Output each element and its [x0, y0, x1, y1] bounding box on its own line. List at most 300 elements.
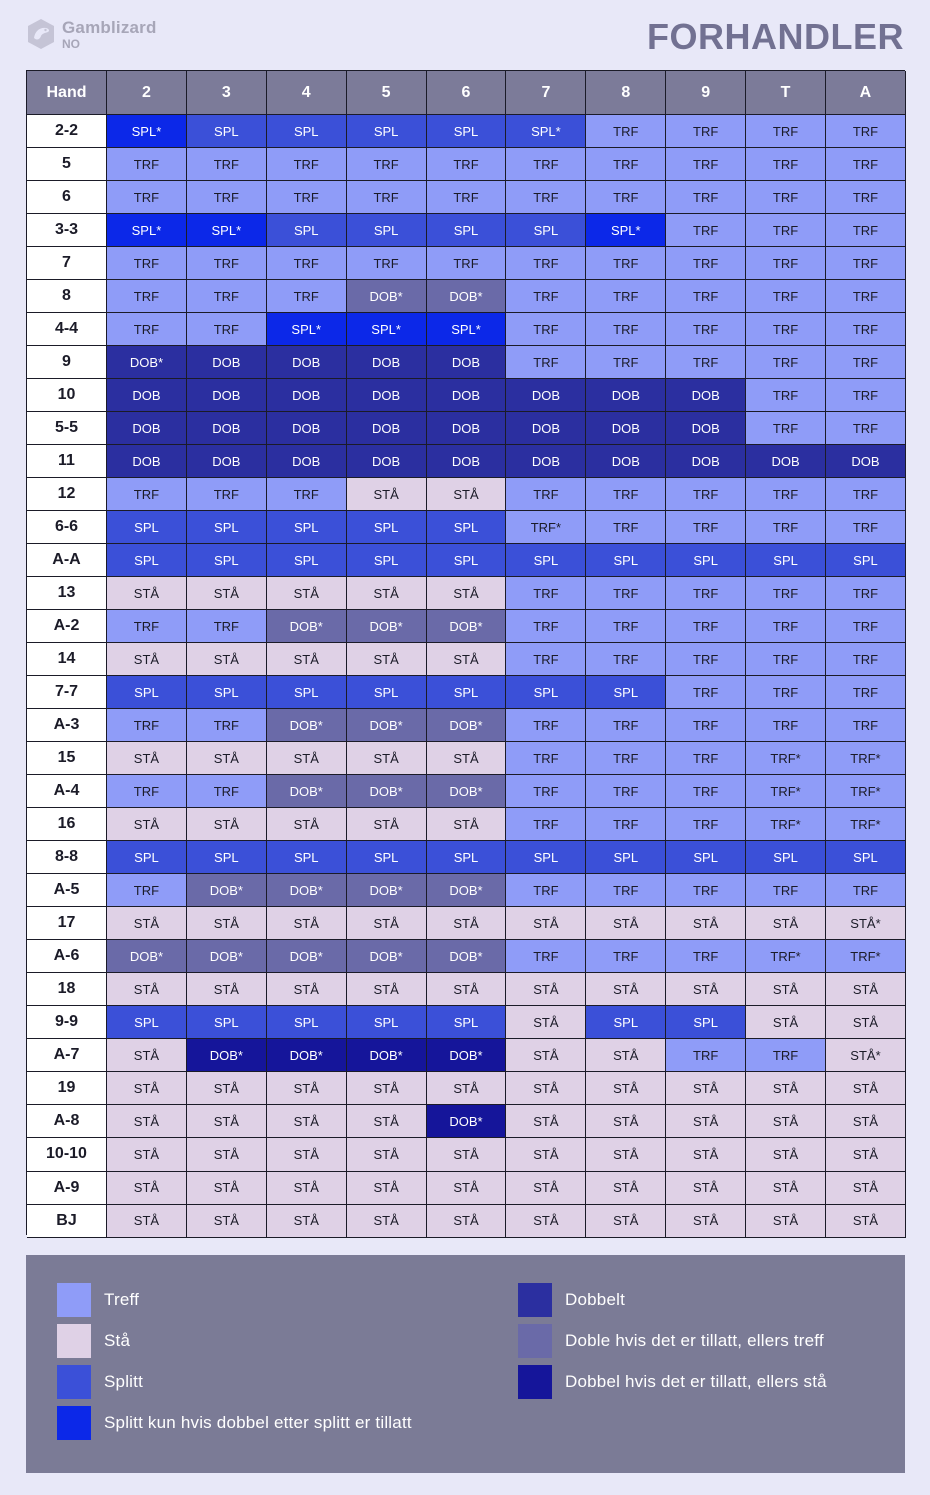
action-cell: SPL — [586, 676, 666, 709]
action-cell: TRF* — [826, 775, 906, 808]
legend-swatch — [518, 1324, 552, 1358]
action-cell: TRF — [666, 214, 746, 247]
action-cell: TRF — [267, 478, 347, 511]
action-cell: TRF — [586, 808, 666, 841]
action-cell: SPL — [666, 841, 746, 874]
action-cell: SPL — [347, 214, 427, 247]
hand-label: 8-8 — [27, 841, 107, 874]
action-cell: STÅ — [506, 1138, 586, 1171]
action-cell: DOB* — [427, 610, 507, 643]
hand-label: A-9 — [27, 1172, 107, 1205]
hand-label: 12 — [27, 478, 107, 511]
hand-label: A-2 — [27, 610, 107, 643]
action-cell: TRF — [746, 247, 826, 280]
action-cell: TRF — [506, 610, 586, 643]
hand-label: 10-10 — [27, 1138, 107, 1171]
action-cell: TRF — [506, 181, 586, 214]
legend-item — [57, 1283, 139, 1317]
action-cell: TRF — [506, 148, 586, 181]
action-cell: TRF — [826, 181, 906, 214]
action-cell: SPL — [826, 841, 906, 874]
action-cell: STÅ — [666, 1138, 746, 1171]
action-cell: DOB* — [347, 709, 427, 742]
action-cell: DOB* — [107, 346, 187, 379]
action-cell: DOB — [746, 445, 826, 478]
action-cell: TRF — [506, 808, 586, 841]
action-cell: SPL — [267, 115, 347, 148]
action-cell: DOB* — [187, 940, 267, 973]
action-cell: DOB — [267, 346, 347, 379]
action-cell: TRF — [826, 148, 906, 181]
action-cell: TRF — [586, 280, 666, 313]
hand-label: 13 — [27, 577, 107, 610]
action-cell: DOB — [107, 379, 187, 412]
action-cell: TRF — [666, 610, 746, 643]
action-cell: TRF — [586, 115, 666, 148]
action-cell: DOB* — [427, 1039, 507, 1072]
action-cell: TRF — [107, 247, 187, 280]
action-cell: STÅ — [826, 1172, 906, 1205]
action-cell: STÅ — [187, 973, 267, 1006]
action-cell: TRF — [267, 148, 347, 181]
action-cell: STÅ — [187, 1105, 267, 1138]
hand-label: 3-3 — [27, 214, 107, 247]
action-cell: STÅ — [427, 1072, 507, 1105]
action-cell: TRF — [586, 577, 666, 610]
action-cell: STÅ — [427, 973, 507, 1006]
action-cell: STÅ — [427, 907, 507, 940]
action-cell: STÅ — [187, 1138, 267, 1171]
action-cell: SPL — [506, 676, 586, 709]
action-cell: TRF — [666, 742, 746, 775]
action-cell: TRF — [107, 280, 187, 313]
header-dealer-7: 7 — [506, 71, 586, 115]
action-cell: TRF — [187, 313, 267, 346]
action-cell: TRF — [586, 874, 666, 907]
action-cell: TRF — [586, 511, 666, 544]
action-cell: STÅ — [826, 1138, 906, 1171]
action-cell: DOB — [666, 379, 746, 412]
action-cell: TRF* — [746, 808, 826, 841]
action-cell: SPL — [746, 544, 826, 577]
action-cell: DOB — [427, 445, 507, 478]
action-cell: DOB* — [187, 1039, 267, 1072]
action-cell: STÅ — [107, 1105, 187, 1138]
action-cell: SPL — [107, 676, 187, 709]
action-cell: TRF — [586, 742, 666, 775]
action-cell: TRF — [107, 610, 187, 643]
action-cell: DOB* — [267, 610, 347, 643]
action-cell: DOB — [666, 445, 746, 478]
action-cell: SPL — [506, 841, 586, 874]
action-cell: STÅ — [187, 1072, 267, 1105]
action-cell: TRF — [746, 214, 826, 247]
action-cell: SPL* — [347, 313, 427, 346]
action-cell: STÅ — [746, 1105, 826, 1138]
action-cell: SPL* — [267, 313, 347, 346]
action-cell: DOB* — [427, 874, 507, 907]
header-hand: Hand — [27, 71, 107, 115]
action-cell: SPL — [586, 544, 666, 577]
action-cell: SPL — [347, 676, 427, 709]
action-cell: DOB — [187, 445, 267, 478]
action-cell: TRF — [826, 379, 906, 412]
action-cell: TRF — [746, 346, 826, 379]
action-cell: TRF — [187, 148, 267, 181]
action-cell: STÅ — [586, 1205, 666, 1238]
action-cell: STÅ — [347, 742, 427, 775]
action-cell: STÅ — [347, 1105, 427, 1138]
action-cell: TRF* — [746, 940, 826, 973]
action-cell: STÅ — [107, 1039, 187, 1072]
hand-label: 10 — [27, 379, 107, 412]
action-cell: DOB* — [347, 775, 427, 808]
action-cell: STÅ — [107, 973, 187, 1006]
header-dealer-3: 3 — [187, 71, 267, 115]
header-dealer-a: A — [826, 71, 906, 115]
action-cell: DOB — [347, 379, 427, 412]
legend-swatch — [57, 1365, 91, 1399]
action-cell: TRF — [427, 247, 507, 280]
action-cell: TRF — [746, 412, 826, 445]
action-cell: TRF — [107, 313, 187, 346]
action-cell: DOB — [506, 412, 586, 445]
action-cell: SPL — [666, 1006, 746, 1039]
action-cell: TRF — [586, 346, 666, 379]
action-cell: SPL — [107, 544, 187, 577]
action-cell: DOB — [586, 412, 666, 445]
hand-label: 18 — [27, 973, 107, 1006]
action-cell: SPL — [586, 841, 666, 874]
action-cell: DOB* — [347, 940, 427, 973]
action-cell: STÅ — [347, 643, 427, 676]
header-dealer-t: T — [746, 71, 826, 115]
hand-label: 5-5 — [27, 412, 107, 445]
action-cell: TRF — [826, 214, 906, 247]
action-cell: TRF — [506, 577, 586, 610]
action-cell: DOB* — [107, 940, 187, 973]
action-cell: TRF — [586, 610, 666, 643]
action-cell: STÅ — [506, 907, 586, 940]
legend-swatch — [518, 1365, 552, 1399]
action-cell: SPL — [267, 511, 347, 544]
header — [0, 0, 930, 70]
action-cell: TRF — [267, 247, 347, 280]
action-cell: STÅ — [267, 1172, 347, 1205]
legend-label: Treff — [104, 1290, 140, 1309]
action-cell: SPL — [427, 676, 507, 709]
action-cell: STÅ — [187, 643, 267, 676]
action-cell: DOB — [586, 379, 666, 412]
action-cell: STÅ — [107, 1172, 187, 1205]
action-cell: STÅ — [427, 478, 507, 511]
action-cell: TRF — [826, 478, 906, 511]
action-cell: STÅ — [666, 973, 746, 1006]
action-cell: STÅ — [267, 643, 347, 676]
hand-label: 14 — [27, 643, 107, 676]
action-cell: TRF — [347, 181, 427, 214]
action-cell: STÅ — [586, 1105, 666, 1138]
hand-label: 6 — [27, 181, 107, 214]
legend-label: Splitt — [104, 1372, 143, 1391]
action-cell: TRF — [666, 181, 746, 214]
action-cell: STÅ — [347, 1172, 427, 1205]
action-cell: SPL — [267, 1006, 347, 1039]
action-cell: SPL* — [187, 214, 267, 247]
action-cell: TRF — [586, 643, 666, 676]
action-cell: DOB — [187, 346, 267, 379]
action-cell: SPL — [347, 544, 427, 577]
action-cell: TRF — [746, 115, 826, 148]
action-cell: TRF — [586, 709, 666, 742]
action-cell: TRF — [746, 478, 826, 511]
hand-label: 15 — [27, 742, 107, 775]
action-cell: TRF — [666, 874, 746, 907]
action-cell: STÅ — [746, 1006, 826, 1039]
action-cell: STÅ — [267, 1072, 347, 1105]
action-cell: TRF — [666, 313, 746, 346]
hand-label: 7 — [27, 247, 107, 280]
action-cell: TRF — [746, 643, 826, 676]
action-cell: STÅ — [746, 1072, 826, 1105]
action-cell: DOB — [347, 412, 427, 445]
legend-swatch — [518, 1283, 552, 1317]
action-cell: TRF* — [826, 742, 906, 775]
action-cell: STÅ — [427, 808, 507, 841]
action-cell: TRF — [427, 181, 507, 214]
action-cell: TRF — [187, 247, 267, 280]
action-cell: STÅ — [506, 1172, 586, 1205]
action-cell: TRF — [267, 280, 347, 313]
hand-label: BJ — [27, 1205, 107, 1238]
action-cell: SPL — [187, 676, 267, 709]
action-cell: TRF — [586, 148, 666, 181]
action-cell: STÅ — [187, 1205, 267, 1238]
legend-swatch — [57, 1406, 91, 1440]
action-cell: TRF — [826, 610, 906, 643]
legend-item — [518, 1283, 625, 1317]
action-cell: DOB — [427, 346, 507, 379]
action-cell: STÅ — [107, 907, 187, 940]
action-cell: DOB — [347, 445, 427, 478]
action-cell: DOB* — [427, 940, 507, 973]
action-cell: DOB — [107, 445, 187, 478]
action-cell: DOB* — [427, 775, 507, 808]
action-cell: DOB — [826, 445, 906, 478]
hand-label: A-7 — [27, 1039, 107, 1072]
action-cell: STÅ — [746, 973, 826, 1006]
action-cell: TRF — [746, 874, 826, 907]
action-cell: STÅ — [107, 808, 187, 841]
action-cell: SPL — [107, 1006, 187, 1039]
action-cell: SPL — [267, 544, 347, 577]
action-cell: SPL — [267, 214, 347, 247]
action-cell: TRF — [826, 676, 906, 709]
action-cell: STÅ — [586, 1138, 666, 1171]
action-cell: DOB — [427, 412, 507, 445]
legend-swatch — [57, 1283, 91, 1317]
action-cell: STÅ — [267, 577, 347, 610]
action-cell: TRF — [586, 247, 666, 280]
action-cell: STÅ — [506, 1105, 586, 1138]
action-cell: TRF — [826, 511, 906, 544]
action-cell: DOB* — [347, 874, 427, 907]
action-cell: TRF — [506, 643, 586, 676]
action-cell: STÅ — [107, 643, 187, 676]
action-cell: TRF — [506, 346, 586, 379]
hand-label: A-A — [27, 544, 107, 577]
action-cell: STÅ — [107, 742, 187, 775]
action-cell: DOB* — [267, 940, 347, 973]
action-cell: TRF — [187, 610, 267, 643]
action-cell: TRF — [746, 148, 826, 181]
action-cell: TRF — [586, 313, 666, 346]
action-cell: TRF — [666, 247, 746, 280]
action-cell: SPL — [826, 544, 906, 577]
action-cell: STÅ* — [826, 907, 906, 940]
legend-label: Splitt kun hvis dobbel etter splitt er tillatt — [104, 1413, 412, 1432]
legend-item — [57, 1365, 143, 1399]
action-cell: DOB* — [427, 709, 507, 742]
hand-label: 5 — [27, 148, 107, 181]
action-cell: DOB* — [347, 1039, 427, 1072]
lizard-icon — [26, 18, 56, 50]
legend-item — [57, 1324, 130, 1358]
header-dealer-9: 9 — [666, 71, 746, 115]
action-cell: TRF — [267, 181, 347, 214]
action-cell: TRF — [666, 346, 746, 379]
hand-label: A-8 — [27, 1105, 107, 1138]
action-cell: TRF — [107, 775, 187, 808]
brand-name: Gamblizard — [62, 17, 157, 37]
action-cell: TRF* — [746, 742, 826, 775]
legend-item — [518, 1365, 827, 1399]
action-cell: TRF — [666, 478, 746, 511]
hand-label: 2-2 — [27, 115, 107, 148]
action-cell: STÅ — [826, 1072, 906, 1105]
legend-label: Dobbel hvis det er tillatt, ellers stå — [565, 1372, 827, 1391]
action-cell: SPL — [187, 115, 267, 148]
action-cell: STÅ — [187, 808, 267, 841]
action-cell: DOB — [267, 412, 347, 445]
action-cell: STÅ — [107, 1138, 187, 1171]
action-cell: STÅ — [586, 1039, 666, 1072]
action-cell: SPL — [347, 511, 427, 544]
header-dealer-4: 4 — [267, 71, 347, 115]
action-cell: SPL — [427, 511, 507, 544]
action-cell: TRF — [187, 478, 267, 511]
action-cell: STÅ — [427, 1138, 507, 1171]
action-cell: TRF — [746, 577, 826, 610]
action-cell: TRF — [666, 577, 746, 610]
hand-label: 11 — [27, 445, 107, 478]
action-cell: STÅ — [107, 577, 187, 610]
legend-swatch — [57, 1324, 91, 1358]
action-cell: STÅ — [427, 577, 507, 610]
action-cell: TRF — [506, 709, 586, 742]
action-cell: STÅ — [826, 973, 906, 1006]
action-cell: STÅ — [506, 1006, 586, 1039]
action-cell: STÅ — [427, 643, 507, 676]
action-cell: STÅ — [187, 907, 267, 940]
action-cell: TRF — [826, 280, 906, 313]
hand-label: 6-6 — [27, 511, 107, 544]
action-cell: TRF — [746, 181, 826, 214]
action-cell: TRF — [666, 709, 746, 742]
action-cell: TRF — [826, 115, 906, 148]
action-cell: SPL — [267, 676, 347, 709]
hand-label: 16 — [27, 808, 107, 841]
action-cell: TRF — [107, 148, 187, 181]
action-cell: STÅ — [746, 1138, 826, 1171]
action-cell: STÅ — [267, 1105, 347, 1138]
action-cell: TRF — [107, 709, 187, 742]
action-cell: STÅ — [506, 1205, 586, 1238]
action-cell: TRF — [666, 808, 746, 841]
brand-text — [62, 19, 157, 50]
action-cell: SPL — [347, 841, 427, 874]
action-cell: TRF — [746, 676, 826, 709]
action-cell: STÅ — [586, 907, 666, 940]
action-cell: STÅ — [107, 1205, 187, 1238]
action-cell: SPL — [107, 841, 187, 874]
action-cell: STÅ — [826, 1006, 906, 1039]
action-cell: STÅ — [347, 808, 427, 841]
action-cell: TRF — [427, 148, 507, 181]
action-cell: TRF — [506, 313, 586, 346]
hand-label: 17 — [27, 907, 107, 940]
action-cell: TRF — [187, 775, 267, 808]
legend-item — [518, 1324, 824, 1358]
action-cell: STÅ — [586, 1072, 666, 1105]
action-cell: TRF* — [826, 940, 906, 973]
action-cell: DOB — [506, 379, 586, 412]
action-cell: SPL — [427, 544, 507, 577]
action-cell: STÅ — [506, 1072, 586, 1105]
action-cell: SPL* — [586, 214, 666, 247]
hand-label: A-3 — [27, 709, 107, 742]
action-cell: STÅ — [347, 973, 427, 1006]
brand-logo[interactable] — [26, 18, 157, 50]
hand-label: 9 — [27, 346, 107, 379]
action-cell: TRF — [107, 478, 187, 511]
action-cell: SPL — [427, 115, 507, 148]
header-dealer-2: 2 — [107, 71, 187, 115]
action-cell: DOB* — [187, 874, 267, 907]
action-cell: TRF — [506, 775, 586, 808]
action-cell: SPL — [187, 511, 267, 544]
action-cell: TRF — [826, 346, 906, 379]
action-cell: TRF — [586, 478, 666, 511]
action-cell: TRF — [347, 247, 427, 280]
action-cell: TRF — [666, 115, 746, 148]
legend — [26, 1255, 905, 1473]
action-cell: STÅ — [187, 1172, 267, 1205]
action-cell: STÅ — [347, 1072, 427, 1105]
action-cell: STÅ* — [826, 1039, 906, 1072]
action-cell: TRF — [826, 577, 906, 610]
action-cell: TRF — [746, 280, 826, 313]
action-cell: SPL — [586, 1006, 666, 1039]
action-cell: TRF — [666, 148, 746, 181]
action-cell: TRF — [746, 511, 826, 544]
action-cell: STÅ — [427, 1172, 507, 1205]
action-cell: DOB — [666, 412, 746, 445]
action-cell: DOB — [586, 445, 666, 478]
hand-label: A-6 — [27, 940, 107, 973]
action-cell: TRF* — [826, 808, 906, 841]
hand-label: A-4 — [27, 775, 107, 808]
